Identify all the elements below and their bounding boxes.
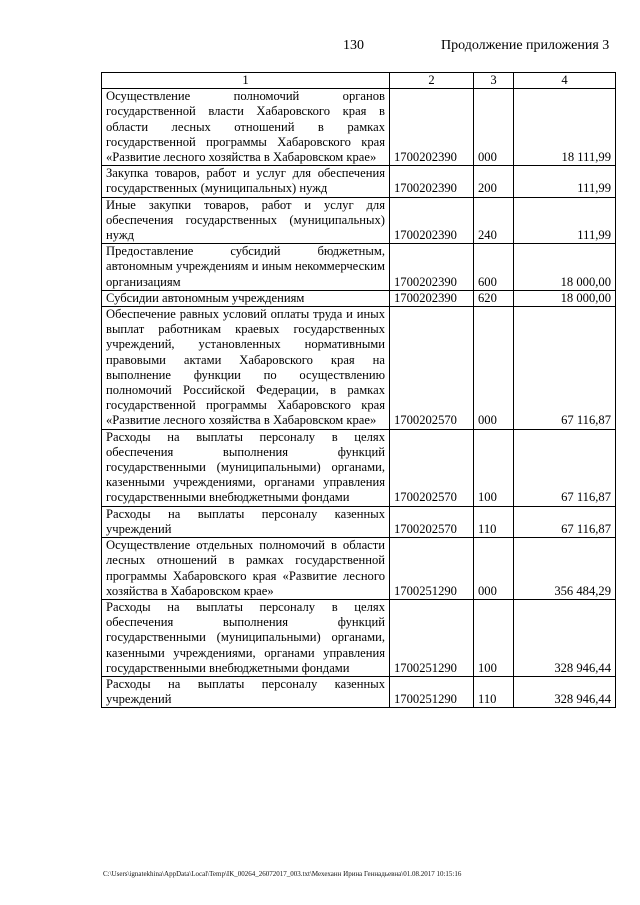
table-row [102, 538, 616, 600]
footer-file-path: C:\Users\ignatekhina\AppData\Local\Temp\IK_00264_26072017_003.txt\Мехеханн Ирина Геннадьевна\01.08.2017 10:15:16 [103, 870, 462, 878]
expense-type-code: 000 [474, 538, 514, 600]
description-text: Осуществление полномочий органов государственной власти Хабаровского края в области лесных отношений в рамках государственной программы Хабаровского края «Развитие лесного хозяйства в Хабаровском крае» [106, 89, 385, 165]
target-article-code: 1700202390 [390, 166, 474, 197]
amount: 67 116,87 [514, 506, 616, 537]
row-description [102, 599, 390, 676]
row-description [102, 506, 390, 537]
table-row [102, 599, 616, 676]
expense-type-code: 100 [474, 599, 514, 676]
row-description [102, 197, 390, 244]
target-article-code: 1700202570 [390, 429, 474, 506]
description-text: Обеспечение равных условий оплаты труда и иных выплат работникам краевых государственных учреждений, установленных нормативными правовыми актами Хабаровского края на выполнение функции по осуществлению полномочий Российской Федерации, в рамках государственной программы Хабаровского края «Развитие лесного хозяйства в Хабаровском крае» [106, 307, 385, 428]
table-row [102, 290, 616, 306]
expense-type-code: 600 [474, 244, 514, 291]
target-article-code: 1700202570 [390, 307, 474, 430]
row-description [102, 166, 390, 197]
amount: 111,99 [514, 197, 616, 244]
amount: 67 116,87 [514, 307, 616, 430]
table-row [102, 244, 616, 291]
row-description [102, 290, 390, 306]
table-row [102, 166, 616, 197]
column-number-row [102, 73, 616, 89]
target-article-code: 1700202390 [390, 244, 474, 291]
amount: 18 000,00 [514, 244, 616, 291]
row-description [102, 89, 390, 166]
expense-type-code: 200 [474, 166, 514, 197]
expense-type-code: 620 [474, 290, 514, 306]
description-text: Предоставление субсидий бюджетным, автономным учреждениям и иным некоммерческим организациям [106, 244, 385, 289]
description-text: Расходы на выплаты персоналу в целях обеспечения выполнения функций государственными (муниципальными) органами, казенными учреждениями, органами управления государственными внебюджетными фондами [106, 429, 385, 505]
description-text: Субсидии автономным учреждениям [106, 290, 305, 305]
amount: 18 111,99 [514, 89, 616, 166]
row-description [102, 676, 390, 707]
description-text: Закупка товаров, работ и услуг для обеспечения государственных (муниципальных) нужд [106, 166, 385, 196]
expense-type-code: 110 [474, 506, 514, 537]
description-text: Расходы на выплаты персоналу казенных учреждений [106, 676, 385, 707]
column-header: 1 [102, 73, 390, 89]
target-article-code: 1700202570 [390, 506, 474, 537]
table-row [102, 89, 616, 166]
amount: 356 484,29 [514, 538, 616, 600]
column-header: 3 [474, 73, 514, 89]
table-row [102, 197, 616, 244]
table-row [102, 307, 616, 430]
row-description [102, 538, 390, 600]
target-article-code: 1700251290 [390, 538, 474, 600]
continuation-label: Продолжение приложения 3 [441, 38, 610, 53]
target-article-code: 1700202390 [390, 197, 474, 244]
expense-type-code: 240 [474, 197, 514, 244]
description-text: Иные закупки товаров, работ и услуг для обеспечения государственных (муниципальных) нужд [106, 197, 385, 243]
description-text: Осуществление отдельных полномочий в области лесных отношений в рамках государственной программы Хабаровского края «Развитие лесного хозяйства в Хабаровском крае» [106, 538, 385, 598]
amount: 328 946,44 [514, 676, 616, 707]
target-article-code: 1700202390 [390, 290, 474, 306]
table-row [102, 506, 616, 537]
target-article-code: 1700251290 [390, 599, 474, 676]
amount: 328 946,44 [514, 599, 616, 676]
row-description [102, 244, 390, 291]
amount: 111,99 [514, 166, 616, 197]
row-description [102, 429, 390, 506]
expense-type-code: 000 [474, 89, 514, 166]
amount: 18 000,00 [514, 290, 616, 306]
row-description [102, 307, 390, 430]
description-text: Расходы на выплаты персоналу в целях обеспечения выполнения функций государственными (муниципальными) органами, казенными учреждениями, органами управления государственными внебюджетными фондами [106, 599, 385, 675]
expense-type-code: 100 [474, 429, 514, 506]
table-row [102, 429, 616, 506]
column-header: 4 [514, 73, 616, 89]
amount: 67 116,87 [514, 429, 616, 506]
expense-type-code: 000 [474, 307, 514, 430]
page-number: 130 [343, 38, 364, 53]
budget-table [101, 72, 616, 708]
description-text: Расходы на выплаты персоналу казенных учреждений [106, 506, 385, 536]
column-header: 2 [390, 73, 474, 89]
expense-type-code: 110 [474, 676, 514, 707]
target-article-code: 1700251290 [390, 676, 474, 707]
target-article-code: 1700202390 [390, 89, 474, 166]
table-row [102, 676, 616, 707]
